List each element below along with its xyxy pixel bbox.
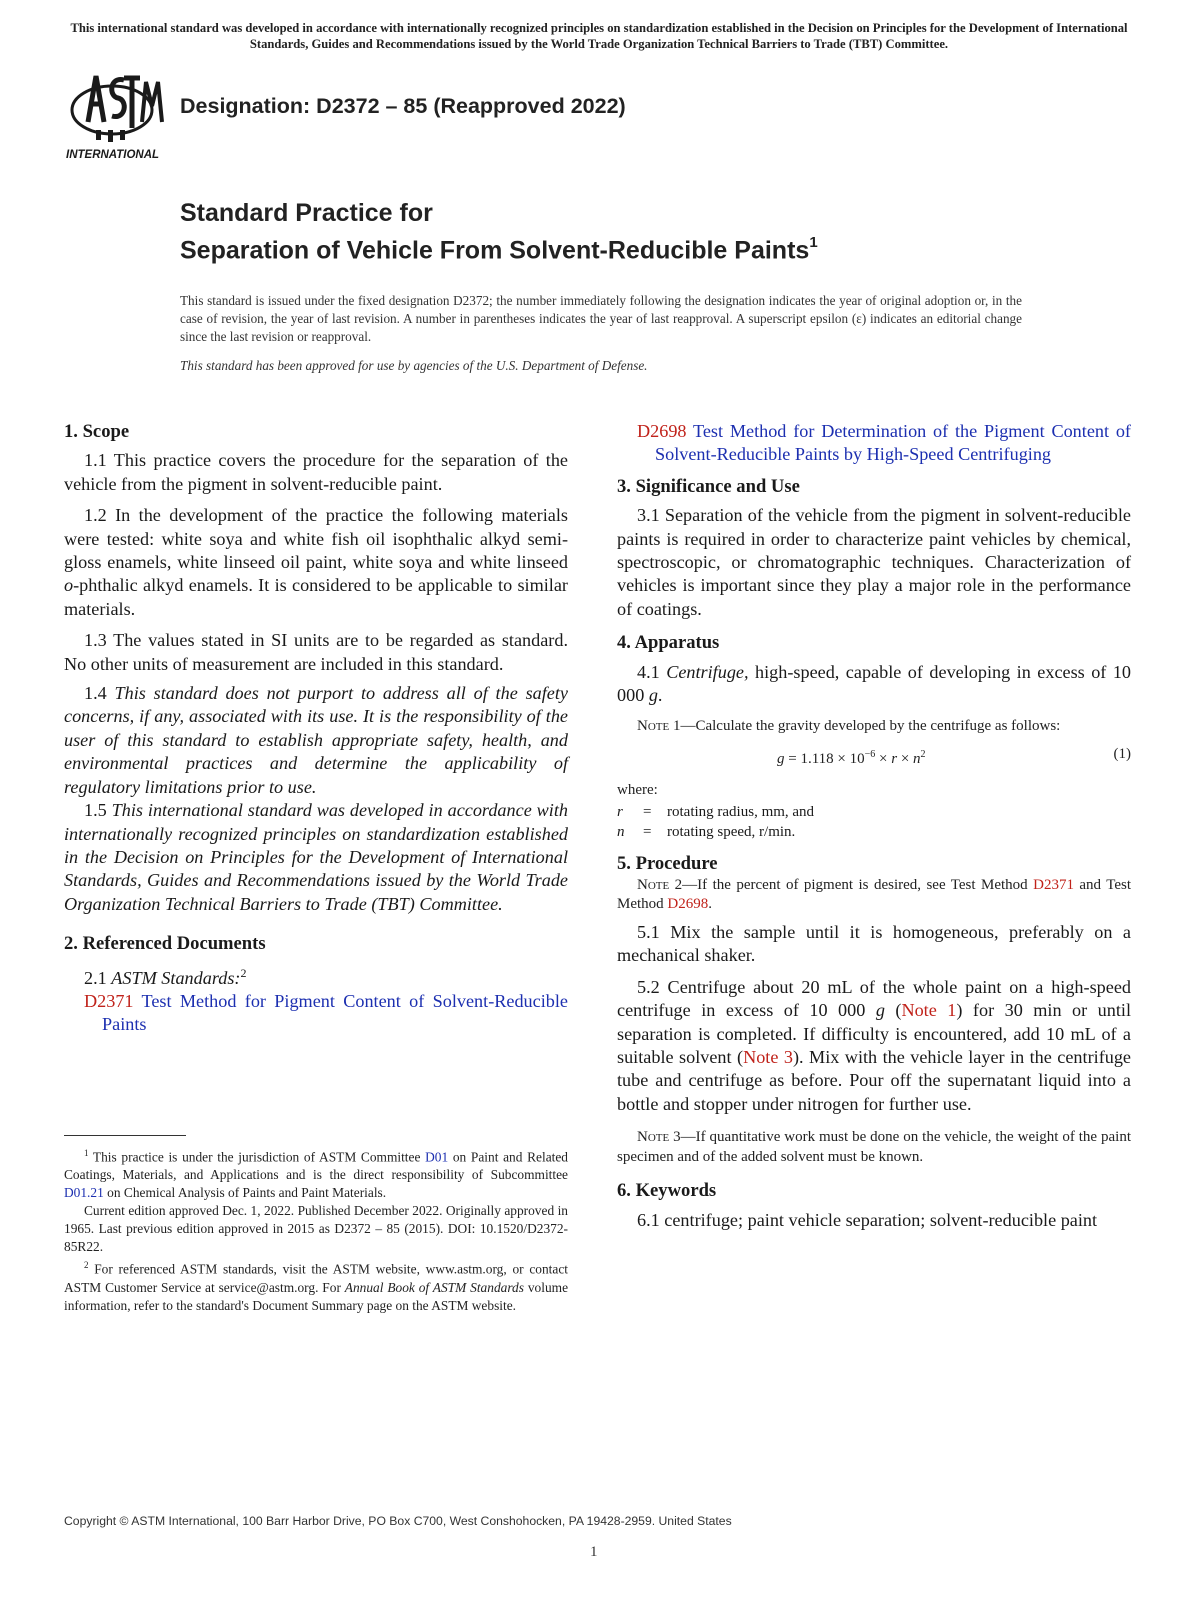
- left-column: [64, 420, 568, 1037]
- footnote-1: $^1$ This practice is under the jurisdiction of ASTM Committee D01 on Paint and Related Coatings, Materials, and Applications and is the direct responsibility of Subcommittee D01.21 on Chemical Analysis of Paints and Paint Materials.: [64, 1148, 569, 1201]
- where-label: where:: [617, 781, 658, 798]
- dod-note: This standard has been approved for use by agencies of the U.S. Department of Defense.: [180, 358, 648, 373]
- link-note-1[interactable]: Note 1: [901, 1000, 957, 1021]
- footnote-divider: [64, 1135, 186, 1136]
- note-2: Note 2—If the percent of pigment is desired, see Test Method D2371 and Test Method D2698.: [617, 876, 1132, 913]
- note-3: Note 3—If quantitative work must be done on the vehicle, the weight of the paint specimen and of the added solvent must be known.: [617, 1129, 1132, 1165]
- reference-d2698-code[interactable]: D2698: [637, 421, 687, 441]
- section-5-heading: 5. Procedure: [617, 853, 718, 875]
- title-footnote-ref[interactable]: 1: [809, 234, 818, 251]
- title-line-1: Standard Practice for: [180, 199, 433, 227]
- logo-text: INTERNATIONAL: [66, 149, 160, 161]
- link-d2371[interactable]: D2371: [1033, 876, 1074, 893]
- right-column: [617, 420, 1131, 1232]
- para-1-4: 1.4 This standard does not purport to address all of the safety concerns, if any, associated with its use. It is the responsibility of the user of this standard to establish appropriate safety, health, and environmental practices and determine the applicability of regulatory limitations prior to use.: [64, 683, 568, 797]
- para-1-5: 1.5 This international standard was developed in accordance with internationally recognized principles on standardization established in the Decision on Principles for the Development of International Standards, Guides and Recommendations issued by the World Trade Organization Technical Barriers to Trade (TBT) Committee.: [64, 800, 569, 914]
- para-6-1: 6.1 centrifuge; paint vehicle separation; solvent-reducible paint: [637, 1209, 1098, 1230]
- reference-d2371-title[interactable]: Test Method for Pigment Content of Solvent-Reducible Paints: [102, 991, 568, 1035]
- link-note-3[interactable]: Note 3: [743, 1046, 793, 1067]
- equation-1-formula: $g = 1.118 \times 10^{-6} \times r \times n^2$: [777, 748, 926, 767]
- section-2-heading: 2. Referenced Documents: [64, 933, 266, 955]
- title-line-2: Separation of Vehicle From Solvent-Reducible Paints: [180, 236, 810, 265]
- astm-logo: [62, 66, 174, 166]
- footnote-2: $^2$ For referenced ASTM standards, visit the ASTM website, www.astm.org, or contact ASTM Customer Service at service@astm.org. For Annual Book of ASTM Standards volume information, refer to the standard's Document Summary page on the ASTM website.: [64, 1260, 569, 1313]
- reference-d2371[interactable]: [64, 990, 568, 1037]
- section-1-heading: 1. Scope: [64, 421, 130, 442]
- link-d01-21[interactable]: D01.21: [64, 1185, 104, 1201]
- section-4-heading: 4. Apparatus: [617, 632, 720, 654]
- reference-d2371-code[interactable]: D2371: [84, 991, 134, 1011]
- para-3-1: 3.1 Separation of the vehicle from the pigment in solvent-reducible paints is required in order to characterize paint vehicles by chemical, spectroscopic, or chromatographic techniques. Characterization of vehicles is important since they play a major role in the performance of coatings.: [617, 505, 1131, 619]
- para-5-1: 5.1 Mix the sample until it is homogeneous, preferably on a mechanical shaker.: [617, 921, 1131, 966]
- para-2-1: 2.1 ASTM Standards:$^2$: [84, 965, 247, 988]
- section-3-heading: 3. Significance and Use: [617, 475, 800, 497]
- para-1-2: 1.2 In the development of the practice the following materials were tested: white soya and white fish oil isophthalic alkyd semi-gloss enamels, white linseed oil paint, white soya and white linseed o-phthalic alkyd enamels. It is considered to be applicable to similar materials.: [64, 505, 568, 619]
- link-d01[interactable]: D01: [425, 1149, 449, 1165]
- note-1: Note 1—Calculate the gravity developed by the centrifuge as follows:: [637, 718, 1061, 735]
- reference-d2698[interactable]: [617, 420, 1131, 467]
- designation: Designation: D2372 – 85 (Reapproved 2022): [180, 94, 626, 118]
- reference-d2698-title[interactable]: Test Method for Determination of the Pigment Content of Solvent-Reducible Paints by High-Speed Centrifuging: [655, 421, 1131, 465]
- issue-note: This standard is issued under the fixed designation D2372; the number immediately following the designation indicates the year of original adoption or, in the case of revision, the year of last revision. A number in parentheses indicates the year of last reapproval. A superscript epsilon (ε) indicates an editorial change since the last revision or reapproval.: [180, 293, 1022, 344]
- variable-definitions: r = rotating radius, mm, and n = rotating speed, r/min.: [617, 804, 815, 841]
- equation-1-number: (1): [1113, 745, 1131, 762]
- para-1-1: 1.1 This practice covers the procedure for the separation of the vehicle from the pigment in solvent-reducible paint.: [64, 450, 568, 494]
- copyright: Copyright © ASTM International, 100 Barr Harbor Drive, PO Box C700, West Conshohocken, PA 19428-2959. United States: [64, 1514, 732, 1528]
- section-6-heading: 6. Keywords: [617, 1180, 717, 1202]
- footnotes: [64, 1144, 568, 1315]
- astm-logo-icon: [62, 66, 174, 166]
- page-number: 1: [590, 1544, 598, 1560]
- page-title: [180, 197, 818, 266]
- link-d2698[interactable]: D2698: [667, 896, 709, 913]
- equation-1: [617, 745, 1131, 775]
- para-4-1: 4.1 Centrifuge, high-speed, capable of developing in excess of 10 000 g.: [617, 661, 1132, 706]
- para-1-3: 1.3 The values stated in SI units are to be regarded as standard. No other units of measurement are included in this standard.: [64, 630, 568, 674]
- top-notice: This international standard was developed in accordance with internationally recognized principles on standardization established in the Decision on Principles for the Development of International Standards, Guides and Recommendations issued by the World Trade Organization Technical Barriers to Trade (TBT) Committee.: [70, 21, 1128, 51]
- para-5-2: 5.2 Centrifuge about 20 mL of the whole paint on a high-speed centrifuge in excess of 10 000 g (Note 1) for 30 min or until separation is completed. If difficulty is encountered, add 10 mL of a suitable solvent (Note 3). Mix with the vehicle layer in the centrifuge tube and centrifuge as before. Pour off the supernatant liquid into a bottle and stopper under nitrogen for further use.: [617, 976, 1132, 1114]
- footnote-1-edition: Current edition approved Dec. 1, 2022. Published December 2022. Originally approved in 1965. Last previous edition approved in 2015 as D2372 – 85 (2015). DOI: 10.1520/D2372-85R22.: [64, 1203, 568, 1255]
